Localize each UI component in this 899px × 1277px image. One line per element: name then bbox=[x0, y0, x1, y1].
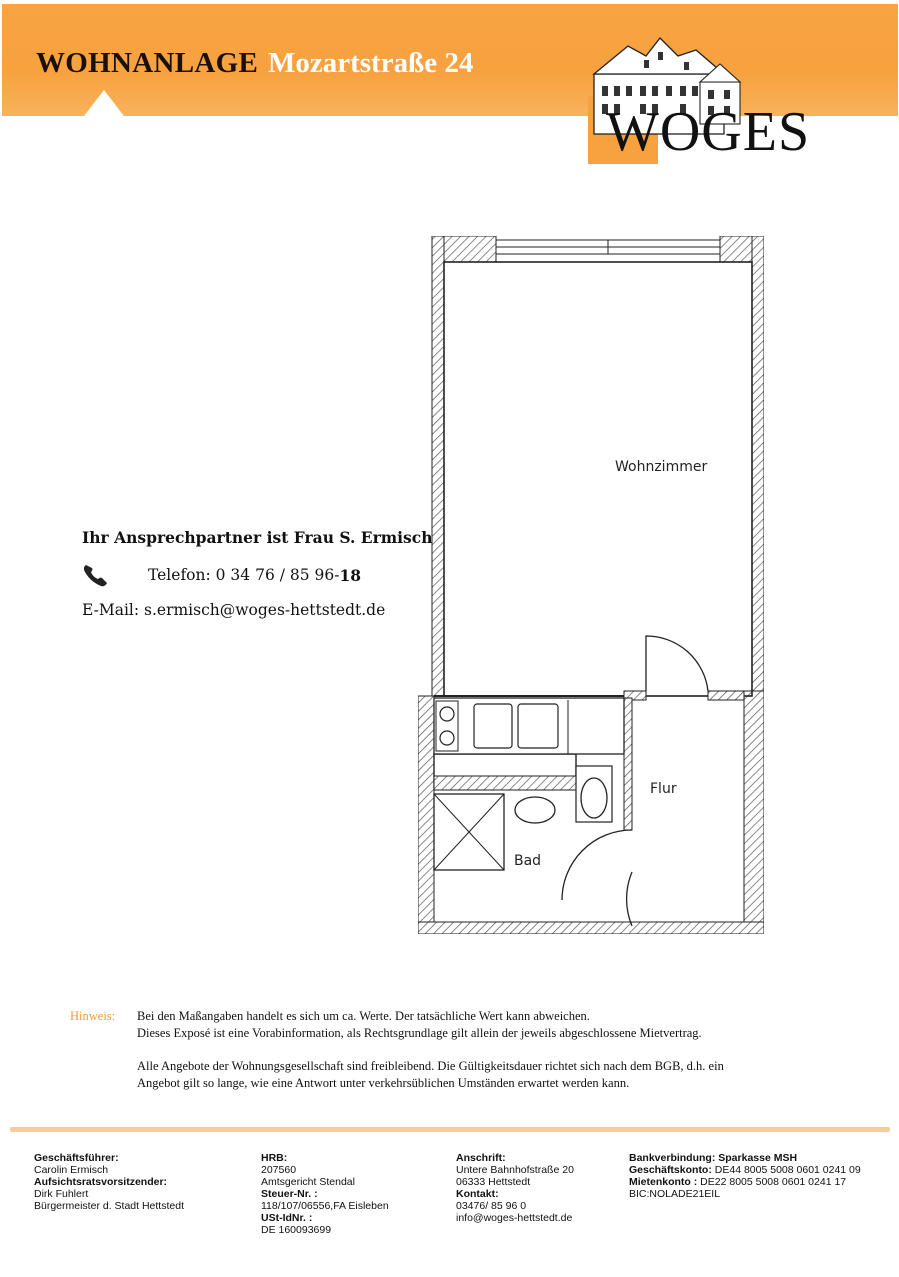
footer-ar-name: Dirk Fuhlert bbox=[34, 1188, 89, 1200]
phone-icon bbox=[82, 563, 108, 587]
header-notch bbox=[84, 90, 124, 116]
footer-hrb-value: 207560 bbox=[261, 1164, 297, 1176]
contact-title: Ihr Ansprechpartner ist Frau S. Ermisch bbox=[82, 528, 433, 547]
footer-vat-value: DE 160093699 bbox=[261, 1224, 332, 1236]
footer-street: Untere Bahnhofstraße 20 bbox=[456, 1164, 574, 1176]
room-label-flur: Flur bbox=[650, 781, 677, 797]
hint-label: Hinweis: bbox=[70, 1009, 116, 1023]
footer-ar-label: Aufsichtsratsvorsitzender: bbox=[34, 1176, 168, 1188]
footer-court: Amtsgericht Stendal bbox=[261, 1176, 355, 1188]
phone-prefix: Telefon: 0 34 76 / 85 96- bbox=[148, 566, 340, 584]
room-label-wohnzimmer: Wohnzimmer bbox=[615, 459, 708, 475]
kitchen-counter bbox=[434, 698, 624, 754]
email-line: E-Mail: s.ermisch@woges-hettstedt.de bbox=[82, 601, 386, 619]
footer-tax-value: 118/107/06556,FA Eisleben bbox=[261, 1200, 389, 1212]
footer-divider bbox=[10, 1127, 890, 1132]
logo-text: WOGES bbox=[606, 101, 811, 163]
hint-text bbox=[137, 1008, 857, 1108]
contact-block bbox=[82, 528, 433, 619]
footer-vat-label: USt-IdNr. : bbox=[261, 1212, 313, 1224]
hint-line-2: Dieses Exposé ist eine Vorabinformation, als Rechtsgrundlage gilt allein der jeweils abgeschlossene Mietvertrag. bbox=[137, 1026, 702, 1040]
hint-line-4: Angebot gilt so lange, wie eine Antwort unter verkehrsüblichen Umständen erwartet werden kann. bbox=[137, 1076, 630, 1090]
room-label-bad: Bad bbox=[514, 853, 542, 869]
footer-gf-name: Carolin Ermisch bbox=[34, 1164, 109, 1176]
footer-hrb-label: HRB: bbox=[261, 1152, 288, 1164]
footer-col-address bbox=[456, 1152, 574, 1224]
footer-mk-label: Mietenkonto : bbox=[629, 1176, 698, 1188]
footer-col-bank bbox=[629, 1152, 861, 1200]
footer-contact-label: Kontakt: bbox=[456, 1188, 499, 1200]
footer-city: 06333 Hettstedt bbox=[456, 1176, 531, 1188]
footer-gf-label: Geschäftsführer: bbox=[34, 1152, 119, 1164]
footer-gk-value: DE44 8005 5008 0601 0241 09 bbox=[711, 1164, 861, 1176]
footer-tax-label: Steuer-Nr. : bbox=[261, 1188, 318, 1200]
page-subtitle-address: Mozartstraße 24 bbox=[268, 47, 474, 79]
hint-line-3: Alle Angebote der Wohnungsgesellschaft sind freibleibend. Die Gültigkeitsdauer richtet sich nach dem BGB, d.h. ein bbox=[137, 1059, 724, 1073]
footer-col-management bbox=[34, 1152, 184, 1212]
footer-ar-title: Bürgermeister d. Stadt Hettstedt bbox=[34, 1200, 184, 1212]
hint-paragraph-2 bbox=[137, 1058, 857, 1092]
phone-extension: 18 bbox=[339, 565, 362, 585]
floor-plan bbox=[418, 236, 764, 934]
footer-bank-label: Bankverbindung: Sparkasse MSH bbox=[629, 1152, 798, 1164]
footer-col-registry bbox=[261, 1152, 389, 1236]
hint-line-1: Bei den Maßangaben handelt es sich um ca. Werte. Der tatsächliche Wert kann abweichen. bbox=[137, 1009, 590, 1023]
phone-row bbox=[82, 563, 433, 587]
hint-paragraph-1 bbox=[137, 1008, 857, 1042]
footer-phone: 03476/ 85 96 0 bbox=[456, 1200, 527, 1212]
woges-logo bbox=[588, 34, 832, 168]
footer-mk-value: DE22 8005 5008 0601 0241 17 bbox=[697, 1176, 847, 1188]
footer-gk-label: Geschäftskonto: bbox=[629, 1164, 712, 1176]
footer-addr-label: Anschrift: bbox=[456, 1152, 506, 1164]
window bbox=[496, 240, 720, 254]
footer-bic: BIC:NOLADE21EIL bbox=[629, 1188, 721, 1200]
footer-email[interactable]: info@woges-hettstedt.de bbox=[456, 1212, 573, 1224]
page-title: WOHNANLAGE bbox=[36, 47, 259, 79]
